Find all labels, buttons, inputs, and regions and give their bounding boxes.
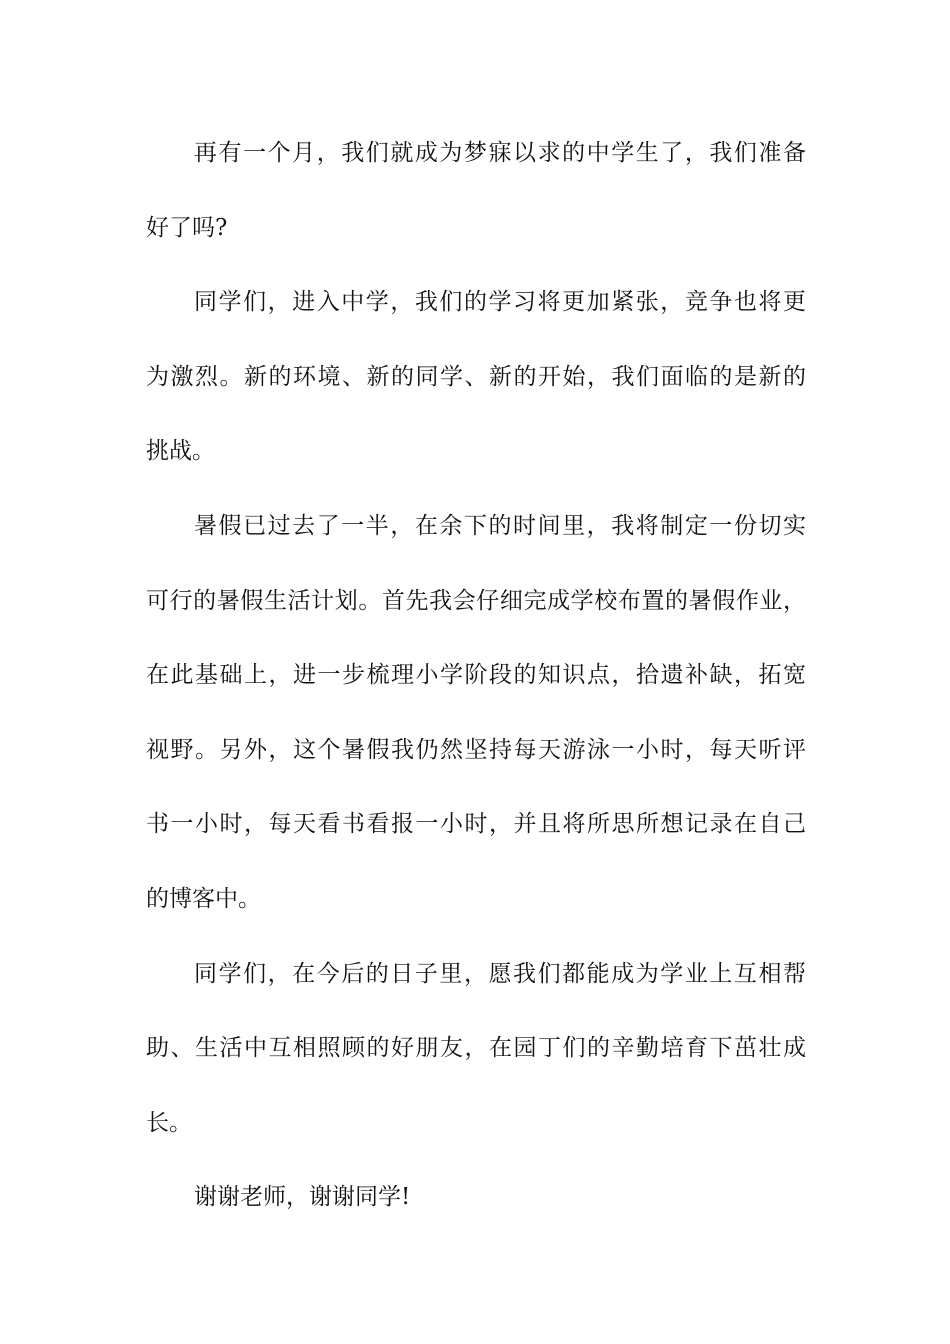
text-line: 长。 (146, 1109, 192, 1136)
text-line: 好了吗? (146, 214, 228, 241)
text-line: 助、生活中互相照顾的好朋友，在园丁们的辛勤培育下茁壮成 (146, 1035, 806, 1062)
text-line: 暑假已过去了一半，在余下的时间里，我将制定一份切实 (194, 512, 806, 539)
text-line: 挑战。 (146, 438, 215, 465)
paragraph (146, 952, 806, 1146)
document-body (146, 131, 806, 1250)
text-line: 在此基础上，进一步梳理小学阶段的知识点，拾遗补缺，拓宽 (146, 662, 806, 689)
text-line: 再有一个月，我们就成为梦寐以求的中学生了，我们准备 (194, 140, 806, 166)
text-line: 书一小时，每天看书看报一小时，并且将所思所想记录在自己 (146, 811, 806, 838)
text-line: 为激烈。新的环境、新的同学、新的开始，我们面临的是新的 (146, 363, 806, 390)
text-line: 谢谢老师，谢谢同学! (194, 1184, 411, 1211)
text-line: 可行的暑假生活计划。首先我会仔细完成学校布置的暑假作业， (146, 587, 806, 614)
paragraph (146, 131, 806, 251)
text-line: 同学们，进入中学，我们的学习将更加紧张，竞争也将更 (194, 289, 806, 316)
paragraph (146, 1175, 806, 1220)
text-line: 视野。另外，这个暑假我仍然坚持每天游泳一小时，每天听评 (146, 736, 806, 763)
paragraph (146, 280, 806, 474)
paragraph (146, 504, 806, 922)
text-line: 同学们，在今后的日子里，愿我们都能成为学业上互相帮 (194, 960, 806, 987)
text-line: 的博客中。 (146, 885, 261, 912)
